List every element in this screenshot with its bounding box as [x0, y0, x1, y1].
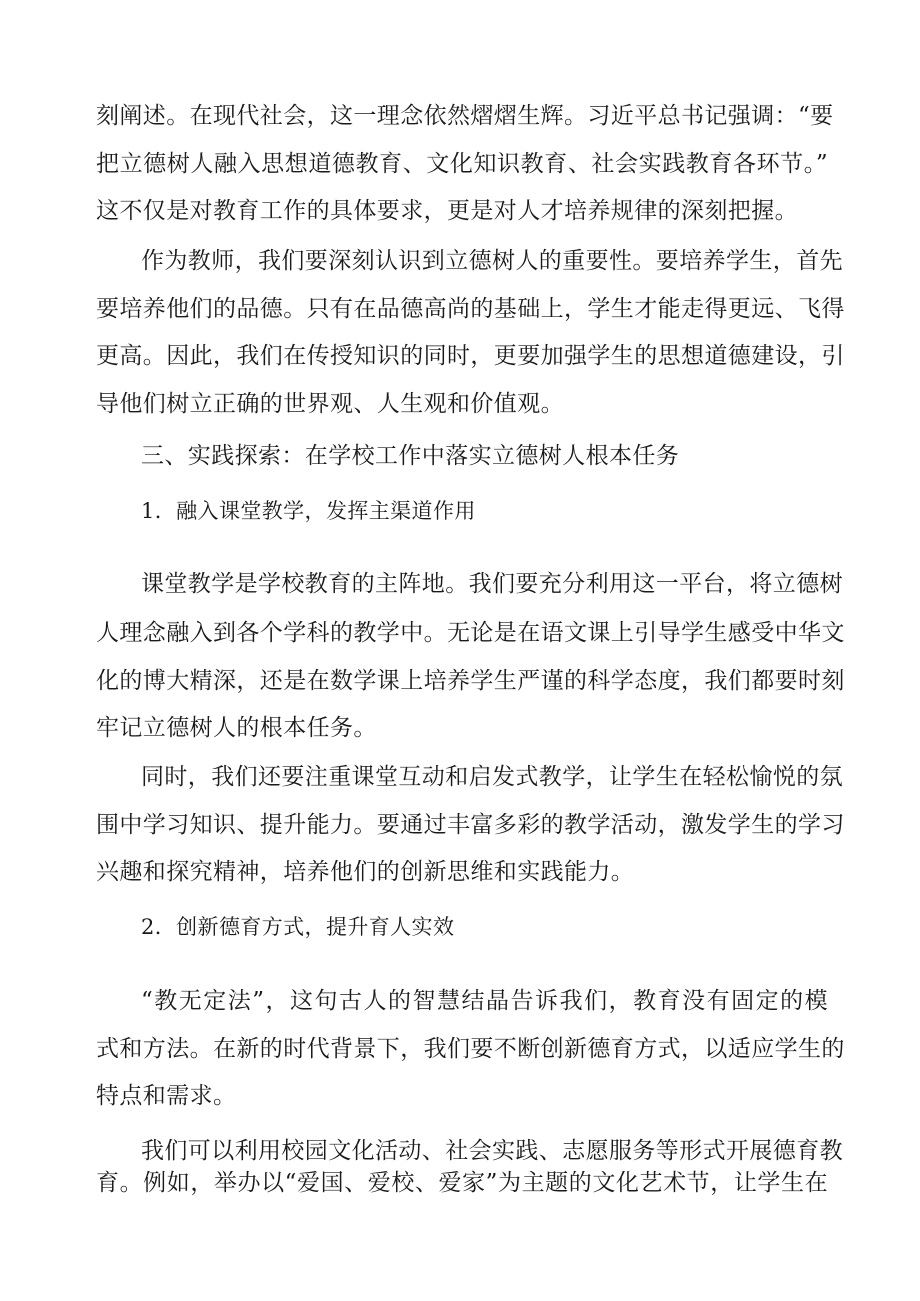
text-line: 作为教师，我们要深刻认识到立德树人的重要性。要培养学生，首先	[141, 248, 843, 274]
text-line: 同时，我们还要注重课堂互动和启发式教学，让学生在轻松愉悦的氛	[141, 764, 843, 790]
text-line: 育。例如，举办以“爱国、爱校、爱家”为主题的文化艺术节，让学生在	[96, 1170, 828, 1196]
text-line: 导他们树立正确的世界观、人生观和价值观。	[96, 391, 564, 417]
text-line: 刻阐述。在现代社会，这一理念依然熠熠生辉。习近平总书记强调：“要	[96, 103, 834, 129]
text-line: 课堂教学是学校教育的主阵地。我们要充分利用这一平台，将立德树	[141, 571, 843, 597]
text-line: 把立德树人融入思想道德教育、文化知识教育、社会实践教育各环节。”	[96, 151, 828, 177]
text-line: 要培养他们的品德。只有在品德高尚的基础上，学生才能走得更远、飞得	[96, 296, 845, 322]
subsection-heading: 2．创新德育方式，提升育人实效	[141, 915, 455, 939]
text-line: 更高。因此，我们在传授知识的同时，更要加强学生的思想道德建设，引	[96, 343, 845, 369]
text-line: 式和方法。在新的时代背景下，我们要不断创新德育方式，以适应学生的	[96, 1036, 845, 1062]
text-line: 化的博大精深，还是在数学课上培养学生严谨的科学态度，我们都要时刻	[96, 668, 845, 694]
text-line: 特点和需求。	[96, 1083, 237, 1109]
text-line: 人理念融入到各个学科的教学中。无论是在语文课上引导学生感受中华文	[96, 620, 845, 646]
text-line: 这不仅是对教育工作的具体要求，更是对人才培养规律的深刻把握。	[96, 198, 798, 224]
section-heading: 三、实践探索：在学校工作中落实立德树人根本任务	[141, 443, 680, 469]
text-line: 我们可以利用校园文化活动、社会实践、志愿服务等形式开展德育教	[141, 1138, 843, 1164]
text-line: “教无定法”，这句古人的智慧结晶告诉我们，教育没有固定的模	[141, 988, 828, 1014]
text-line: 围中学习知识、提升能力。要通过丰富多彩的教学活动，激发学生的学习	[96, 812, 845, 838]
text-line: 牢记立德树人的根本任务。	[96, 715, 377, 741]
text-line: 兴趣和探究精神，培养他们的创新思维和实践能力。	[96, 859, 635, 885]
subsection-heading: 1．融入课堂教学，发挥主渠道作用	[141, 499, 476, 523]
